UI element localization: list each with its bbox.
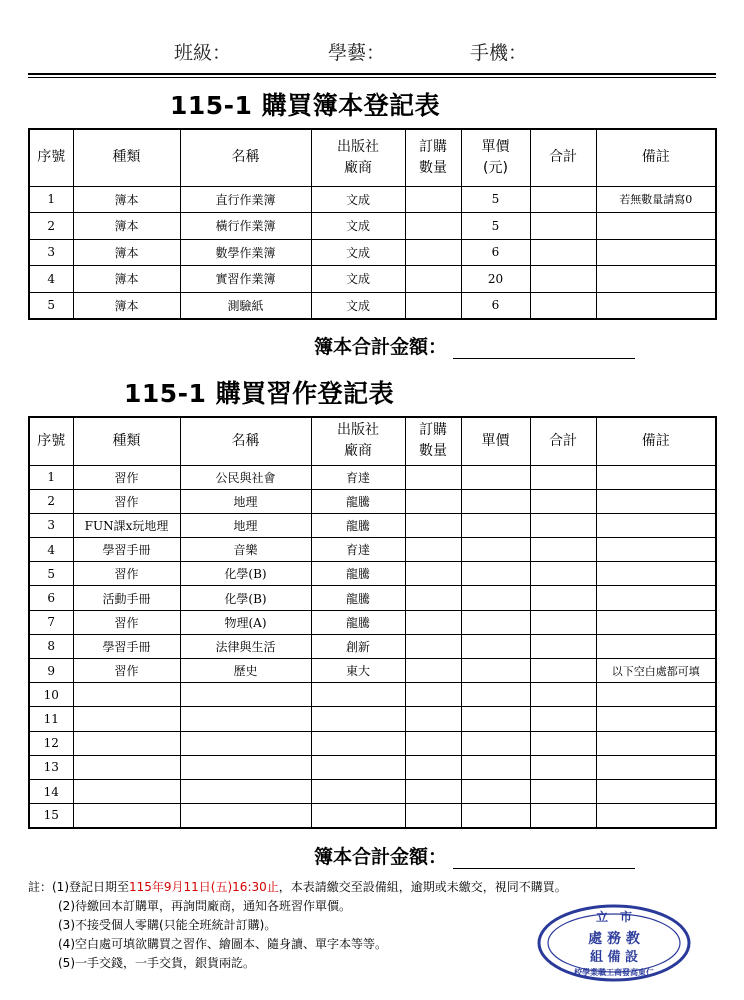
cell-price: 5 [461,186,530,213]
table-row [29,586,716,610]
cell-type[interactable] [73,804,180,828]
cell-qty[interactable] [405,779,461,803]
cell-price[interactable] [461,755,530,779]
table2-header-type: 種類 [73,417,180,465]
cell-publisher: 龍騰 [311,489,405,513]
cell-remark[interactable] [596,513,716,537]
cell-qty[interactable] [405,634,461,658]
cell-publisher[interactable] [311,731,405,755]
table-row [29,538,716,562]
cell-qty[interactable] [405,707,461,731]
cell-type: 簿本 [73,266,180,293]
header-rule-thin [28,77,716,78]
cell-publisher[interactable] [311,707,405,731]
cell-publisher: 龍騰 [311,610,405,634]
cell-type: 簿本 [73,239,180,266]
cell-seq: 8 [29,634,73,658]
cell-name: 化學(B) [180,586,311,610]
table1-title: 115-1 購買簿本登記表 [170,91,441,120]
table1-header-price: 單價 (元) [461,129,530,186]
cell-name: 公民與社會 [180,465,311,489]
books-table [28,128,717,320]
cell-publisher: 文成 [311,292,405,319]
arts-label: 學藝： [328,42,386,64]
cell-remark[interactable] [596,804,716,828]
cell-qty[interactable] [405,213,461,240]
cell-subtotal[interactable] [530,755,596,779]
cell-qty[interactable] [405,755,461,779]
cell-subtotal[interactable] [530,731,596,755]
cell-type: FUN課x玩地理 [73,513,180,537]
cell-publisher[interactable] [311,755,405,779]
cell-remark[interactable] [596,610,716,634]
cell-remark: 若無數量請寫0 [596,186,716,213]
cell-publisher: 文成 [311,213,405,240]
cell-seq: 11 [29,707,73,731]
cell-seq: 1 [29,465,73,489]
cell-qty[interactable] [405,804,461,828]
table1-header-qty: 訂購 數量 [405,129,461,186]
cell-price[interactable] [461,779,530,803]
table2-header-subtotal: 合計 [530,417,596,465]
cell-seq: 12 [29,731,73,755]
cell-type: 習作 [73,489,180,513]
cell-type: 活動手冊 [73,586,180,610]
cell-price: 20 [461,266,530,293]
books-total [314,332,635,359]
table-row [29,779,716,803]
cell-seq: 2 [29,213,73,240]
table-row [29,186,716,213]
cell-seq: 9 [29,659,73,683]
table2-title: 115-1 購買習作登記表 [124,379,395,408]
table-row [29,610,716,634]
seal-inner-text: 組 備 設 [589,950,639,965]
cell-price[interactable] [461,513,530,537]
cell-qty[interactable] [405,610,461,634]
note-1-text-end: ，本表請繳交至設備組，逾期或未繳交，視同不購買。 [278,880,567,894]
cell-remark[interactable] [596,465,716,489]
books-table-header [29,129,716,186]
cell-subtotal[interactable] [530,239,596,266]
cell-remark[interactable] [596,266,716,293]
cell-seq: 7 [29,610,73,634]
cell-name: 直行作業簿 [180,186,311,213]
cell-name: 測驗紙 [180,292,311,319]
table2-header-qty: 訂購 數量 [405,417,461,465]
cell-remark[interactable] [596,213,716,240]
cell-qty[interactable] [405,683,461,707]
cell-subtotal[interactable] [530,804,596,828]
cell-type: 簿本 [73,213,180,240]
cell-qty[interactable] [405,292,461,319]
cell-qty[interactable] [405,513,461,537]
table-row [29,755,716,779]
cell-publisher[interactable] [311,779,405,803]
table-row [29,513,716,537]
cell-qty[interactable] [405,239,461,266]
cell-type[interactable] [73,683,180,707]
note-3: (3)不接受個人零購(只能全班統計訂購)。 [58,918,277,932]
cell-qty[interactable] [405,465,461,489]
seal-bottom-text: 校學業職工商發高東仁 [574,967,654,977]
cell-qty[interactable] [405,266,461,293]
cell-name: 地理 [180,513,311,537]
cell-seq: 2 [29,489,73,513]
cell-price[interactable] [461,538,530,562]
notes [28,878,567,973]
cell-remark[interactable] [596,731,716,755]
table-row [29,731,716,755]
cell-subtotal[interactable] [530,610,596,634]
note-4: (4)空白處可填欲購買之習作、繪圖本、隨身讀、單字本等等。 [58,937,388,951]
cell-publisher: 創新 [311,634,405,658]
cell-qty[interactable] [405,489,461,513]
table1-header-name: 名稱 [180,129,311,186]
cell-qty[interactable] [405,538,461,562]
cell-price[interactable] [461,562,530,586]
cell-publisher: 龍騰 [311,513,405,537]
table2-header-remark: 備註 [596,417,716,465]
workbooks-total-label: 簿本合計金額： [314,846,448,868]
cell-publisher: 文成 [311,186,405,213]
official-seal [536,903,692,983]
note-1-text: 註：(1)登記日期至 [28,880,129,894]
cell-publisher: 文成 [311,239,405,266]
table-row [29,239,716,266]
cell-qty[interactable] [405,659,461,683]
cell-type: 習作 [73,610,180,634]
cell-remark[interactable] [596,634,716,658]
cell-type: 習作 [73,562,180,586]
table2-header-seq: 序號 [29,417,73,465]
cell-publisher: 文成 [311,266,405,293]
cell-name[interactable] [180,779,311,803]
cell-remark[interactable] [596,779,716,803]
cell-name[interactable] [180,804,311,828]
cell-seq: 13 [29,755,73,779]
table1-header-type: 種類 [73,129,180,186]
table1-header-remark: 備註 [596,129,716,186]
table-row [29,213,716,240]
table-row [29,659,716,683]
cell-publisher: 育達 [311,465,405,489]
cell-subtotal[interactable] [530,562,596,586]
cell-price[interactable] [461,465,530,489]
cell-type[interactable] [73,707,180,731]
cell-subtotal[interactable] [530,538,596,562]
cell-subtotal[interactable] [530,659,596,683]
seal-middle-text: 處 務 教 [588,931,640,947]
note-1-deadline: 115年9月11日(五)16:30止 [129,880,279,894]
cell-remark: 以下空白處都可填 [596,659,716,683]
cell-subtotal[interactable] [530,266,596,293]
cell-name[interactable] [180,731,311,755]
cell-seq: 5 [29,292,73,319]
books-total-label: 簿本合計金額： [314,336,448,358]
cell-remark[interactable] [596,755,716,779]
table2-header-name: 名稱 [180,417,311,465]
cell-seq: 5 [29,562,73,586]
cell-type[interactable] [73,731,180,755]
cell-qty[interactable] [405,731,461,755]
cell-subtotal[interactable] [530,513,596,537]
table-row [29,489,716,513]
cell-remark[interactable] [596,239,716,266]
cell-seq: 4 [29,266,73,293]
cell-price[interactable] [461,659,530,683]
cell-qty[interactable] [405,586,461,610]
table1-header-seq: 序號 [29,129,73,186]
cell-publisher: 龍騰 [311,586,405,610]
cell-publisher: 龍騰 [311,562,405,586]
cell-name: 化學(B) [180,562,311,586]
cell-seq: 10 [29,683,73,707]
header-rule-thick [28,73,716,75]
cell-subtotal[interactable] [530,779,596,803]
table1-header-subtotal: 合計 [530,129,596,186]
cell-name: 橫行作業簿 [180,213,311,240]
cell-publisher: 育達 [311,538,405,562]
cell-seq: 3 [29,239,73,266]
cell-publisher[interactable] [311,804,405,828]
cell-remark[interactable] [596,489,716,513]
cell-price[interactable] [461,731,530,755]
cell-price[interactable] [461,634,530,658]
note-2: (2)待繳回本訂購單，再詢問廠商，通知各班習作單價。 [58,899,352,913]
table1-header-publisher: 出版社 廠商 [311,129,405,186]
table-row [29,804,716,828]
cell-type: 學習手冊 [73,538,180,562]
cell-remark[interactable] [596,586,716,610]
table-row [29,634,716,658]
cell-publisher[interactable] [311,683,405,707]
cell-type: 簿本 [73,186,180,213]
cell-name: 歷史 [180,659,311,683]
cell-name[interactable] [180,707,311,731]
cell-name: 物理(A) [180,610,311,634]
note-5: (5)一手交錢，一手交貨，銀貨兩訖。 [58,956,255,970]
seal-top-text: 立 市 [595,910,633,924]
cell-qty[interactable] [405,562,461,586]
cell-price: 5 [461,213,530,240]
cell-price[interactable] [461,707,530,731]
table2-header-publisher: 出版社 廠商 [311,417,405,465]
cell-price[interactable] [461,586,530,610]
cell-price: 6 [461,239,530,266]
table-row [29,707,716,731]
workbooks-table-header [29,417,716,465]
cell-name[interactable] [180,755,311,779]
phone-label: 手機： [470,42,528,64]
table-row [29,465,716,489]
cell-price[interactable] [461,804,530,828]
note-1 [28,878,567,897]
cell-name: 數學作業簿 [180,239,311,266]
table-row [29,292,716,319]
cell-name[interactable] [180,683,311,707]
cell-name: 法律與生活 [180,634,311,658]
table-row [29,266,716,293]
cell-publisher: 東大 [311,659,405,683]
cell-remark[interactable] [596,683,716,707]
cell-subtotal[interactable] [530,586,596,610]
cell-remark[interactable] [596,562,716,586]
table2-header-price: 單價 [461,417,530,465]
cell-price[interactable] [461,489,530,513]
cell-subtotal[interactable] [530,186,596,213]
cell-price[interactable] [461,610,530,634]
cell-subtotal[interactable] [530,489,596,513]
workbooks-table [28,416,717,829]
class-label: 班級： [174,42,232,64]
cell-remark[interactable] [596,538,716,562]
cell-type: 習作 [73,659,180,683]
cell-subtotal[interactable] [530,707,596,731]
cell-subtotal[interactable] [530,292,596,319]
cell-remark[interactable] [596,707,716,731]
cell-seq: 15 [29,804,73,828]
cell-remark[interactable] [596,292,716,319]
cell-type[interactable] [73,755,180,779]
cell-seq: 3 [29,513,73,537]
cell-name: 音樂 [180,538,311,562]
workbooks-total-blank[interactable] [453,850,635,869]
books-total-blank[interactable] [453,340,635,359]
cell-price: 6 [461,292,530,319]
cell-subtotal[interactable] [530,213,596,240]
cell-subtotal[interactable] [530,634,596,658]
cell-subtotal[interactable] [530,683,596,707]
cell-type: 簿本 [73,292,180,319]
cell-subtotal[interactable] [530,465,596,489]
cell-qty[interactable] [405,186,461,213]
workbooks-total [314,842,635,869]
cell-price[interactable] [461,683,530,707]
cell-seq: 6 [29,586,73,610]
table-row [29,683,716,707]
cell-seq: 1 [29,186,73,213]
cell-name: 地理 [180,489,311,513]
cell-type: 習作 [73,465,180,489]
cell-type[interactable] [73,779,180,803]
cell-seq: 14 [29,779,73,803]
cell-name: 實習作業簿 [180,266,311,293]
cell-seq: 4 [29,538,73,562]
table-row [29,562,716,586]
cell-type: 學習手冊 [73,634,180,658]
